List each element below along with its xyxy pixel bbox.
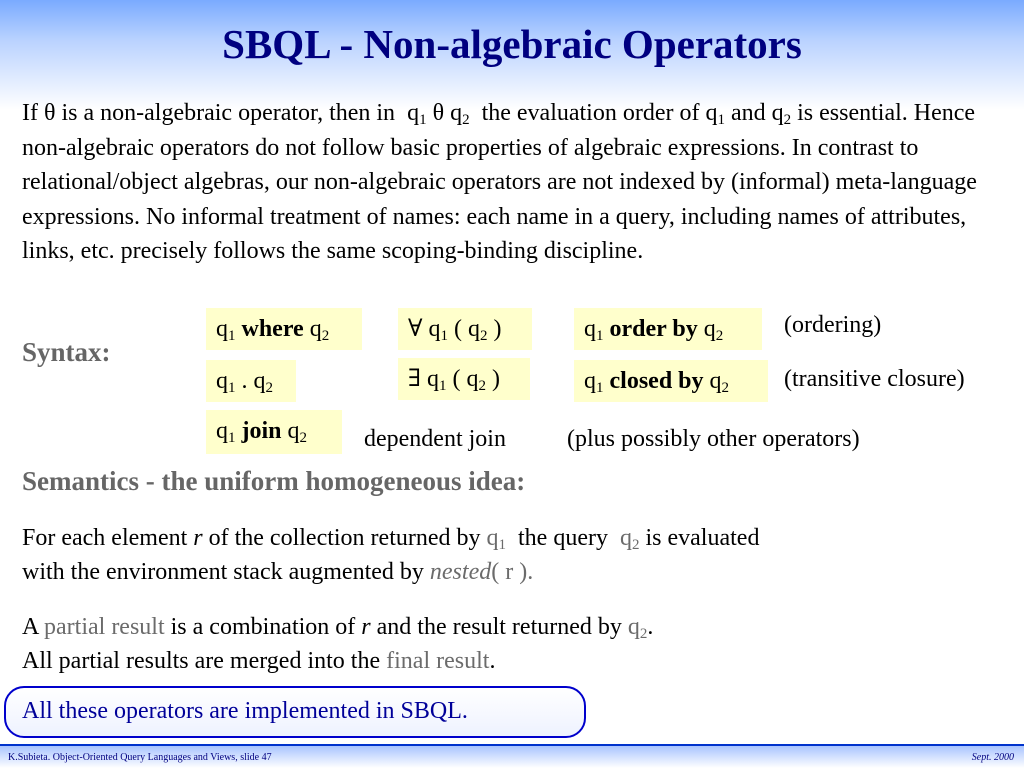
intro-sub: 1 bbox=[717, 112, 725, 128]
sub: 2 bbox=[721, 380, 730, 396]
sem-text: of the collection returned by bbox=[208, 525, 481, 551]
sub: 1 bbox=[439, 378, 447, 394]
q1-ref bbox=[487, 525, 507, 551]
r-var: r bbox=[193, 525, 203, 551]
join-operator-box bbox=[206, 410, 342, 454]
sem-text: and the result returned by bbox=[376, 614, 622, 640]
q-text: q bbox=[216, 316, 228, 342]
sub: 1 bbox=[228, 430, 236, 446]
sub: 1 bbox=[498, 537, 507, 553]
intro-sub: 2 bbox=[783, 112, 792, 128]
q-text: q bbox=[309, 316, 322, 342]
intro-text-4: is bbox=[797, 100, 814, 126]
dependent-join-note: dependent join bbox=[364, 426, 506, 452]
intro-text-5: essential. Hence non-algebraic operators do not follow basic properties of algebraic expressions. In contrast to relational/object algebras, our non-algebraic operators are not indexed by (informal) meta-language expressions. No informal treatment of names: each name in a query, including names of attributes, links, etc. precisely follows the same scoping-binding discipline. bbox=[22, 100, 977, 264]
sub: 2 bbox=[715, 328, 724, 344]
intro-theta: θ bbox=[432, 100, 445, 126]
closed-by-keyword: closed by bbox=[609, 368, 704, 394]
sub: 2 bbox=[265, 380, 273, 396]
paren: ( bbox=[453, 316, 462, 342]
q-text: q bbox=[619, 525, 632, 551]
sem-text: A bbox=[22, 614, 39, 640]
sub: 2 bbox=[479, 328, 488, 344]
syntax-label: Syntax: bbox=[22, 337, 111, 367]
semantics-paragraph-2 bbox=[22, 610, 1002, 678]
intro-text-1: If θ is a non-algebraic operator, then in bbox=[22, 100, 396, 126]
q-text: q bbox=[216, 368, 228, 394]
forall-operator-box bbox=[398, 308, 532, 350]
dot-operator-box bbox=[206, 360, 296, 402]
semantics-paragraph-1 bbox=[22, 521, 1002, 589]
intro-text-2: the evaluation order of q bbox=[481, 100, 718, 126]
q-text: q bbox=[703, 316, 716, 342]
highlight-text: All these operators are implemented in SBQL. bbox=[22, 698, 468, 724]
sem-text: All partial results are merged into the bbox=[22, 648, 381, 674]
q-text: q bbox=[584, 368, 596, 394]
final-result-term: final result bbox=[386, 648, 490, 674]
q2-ref bbox=[620, 525, 640, 551]
sub: 1 bbox=[440, 328, 448, 344]
join-keyword: join bbox=[241, 418, 282, 444]
order-by-operator-box bbox=[574, 308, 762, 350]
footer-credit: K.Subieta. Object-Oriented Query Languages and Views, slide 47 bbox=[8, 752, 272, 763]
other-operators-note: (plus possibly other operators) bbox=[567, 426, 860, 452]
intro-q: q bbox=[450, 100, 463, 126]
footer-date: Sept. 2000 bbox=[971, 752, 1014, 763]
transitive-closure-note: (transitive closure) bbox=[784, 366, 965, 392]
partial-result-term: partial result bbox=[44, 614, 165, 640]
where-keyword: where bbox=[241, 316, 304, 342]
semantics-heading: Semantics - the uniform homogeneous idea: bbox=[22, 466, 526, 496]
q-text: q bbox=[253, 368, 266, 394]
sub: 2 bbox=[299, 430, 308, 446]
q-text: q bbox=[709, 368, 722, 394]
sub: 2 bbox=[631, 537, 640, 553]
period: . bbox=[489, 648, 496, 674]
q-text: q bbox=[428, 316, 441, 342]
intro-q: q bbox=[407, 100, 420, 126]
q-text: q bbox=[287, 418, 300, 444]
intro-text-3: and q bbox=[730, 100, 784, 126]
q-text: q bbox=[486, 525, 499, 551]
intro-paragraph bbox=[22, 96, 1007, 269]
sub: 2 bbox=[321, 328, 330, 344]
q-text: q bbox=[427, 366, 440, 392]
r-var: r bbox=[361, 614, 371, 640]
nested-arg: ( r ). bbox=[491, 559, 534, 585]
sub: 1 bbox=[596, 328, 604, 344]
q-text: q bbox=[584, 316, 596, 342]
paren: ( bbox=[452, 366, 461, 392]
slide-title: SBQL - Non-algebraic Operators bbox=[222, 21, 802, 67]
sem-text: with the environment stack augmented by bbox=[22, 559, 424, 585]
q2-ref bbox=[628, 614, 648, 640]
nested-func: nested bbox=[429, 559, 492, 585]
sub: 2 bbox=[478, 378, 487, 394]
exists-operator-box bbox=[398, 358, 530, 400]
where-operator-box bbox=[206, 308, 362, 350]
dot-symbol: . bbox=[241, 368, 248, 394]
q-text: q bbox=[467, 316, 480, 342]
order-by-keyword: order by bbox=[609, 316, 698, 342]
q-text: q bbox=[627, 614, 640, 640]
sem-text: the query bbox=[518, 525, 608, 551]
sub: 1 bbox=[228, 380, 236, 396]
ordering-note: (ordering) bbox=[784, 312, 882, 338]
period: . bbox=[647, 614, 654, 640]
sub: 1 bbox=[228, 328, 236, 344]
sem-text: is evaluated bbox=[645, 525, 760, 551]
sem-text: For each element bbox=[22, 525, 188, 551]
closed-by-operator-box bbox=[574, 360, 768, 402]
q-text: q bbox=[466, 366, 479, 392]
exists-symbol: ∃ bbox=[408, 366, 422, 392]
intro-sub: 2 bbox=[462, 112, 470, 128]
intro-sub: 1 bbox=[419, 112, 427, 128]
paren: ) bbox=[493, 316, 502, 342]
sub: 2 bbox=[639, 626, 648, 642]
paren: ) bbox=[492, 366, 501, 392]
q-text: q bbox=[216, 418, 228, 444]
forall-symbol: ∀ bbox=[408, 316, 423, 342]
sem-text: is a combination of bbox=[170, 614, 356, 640]
sub: 1 bbox=[596, 380, 604, 396]
